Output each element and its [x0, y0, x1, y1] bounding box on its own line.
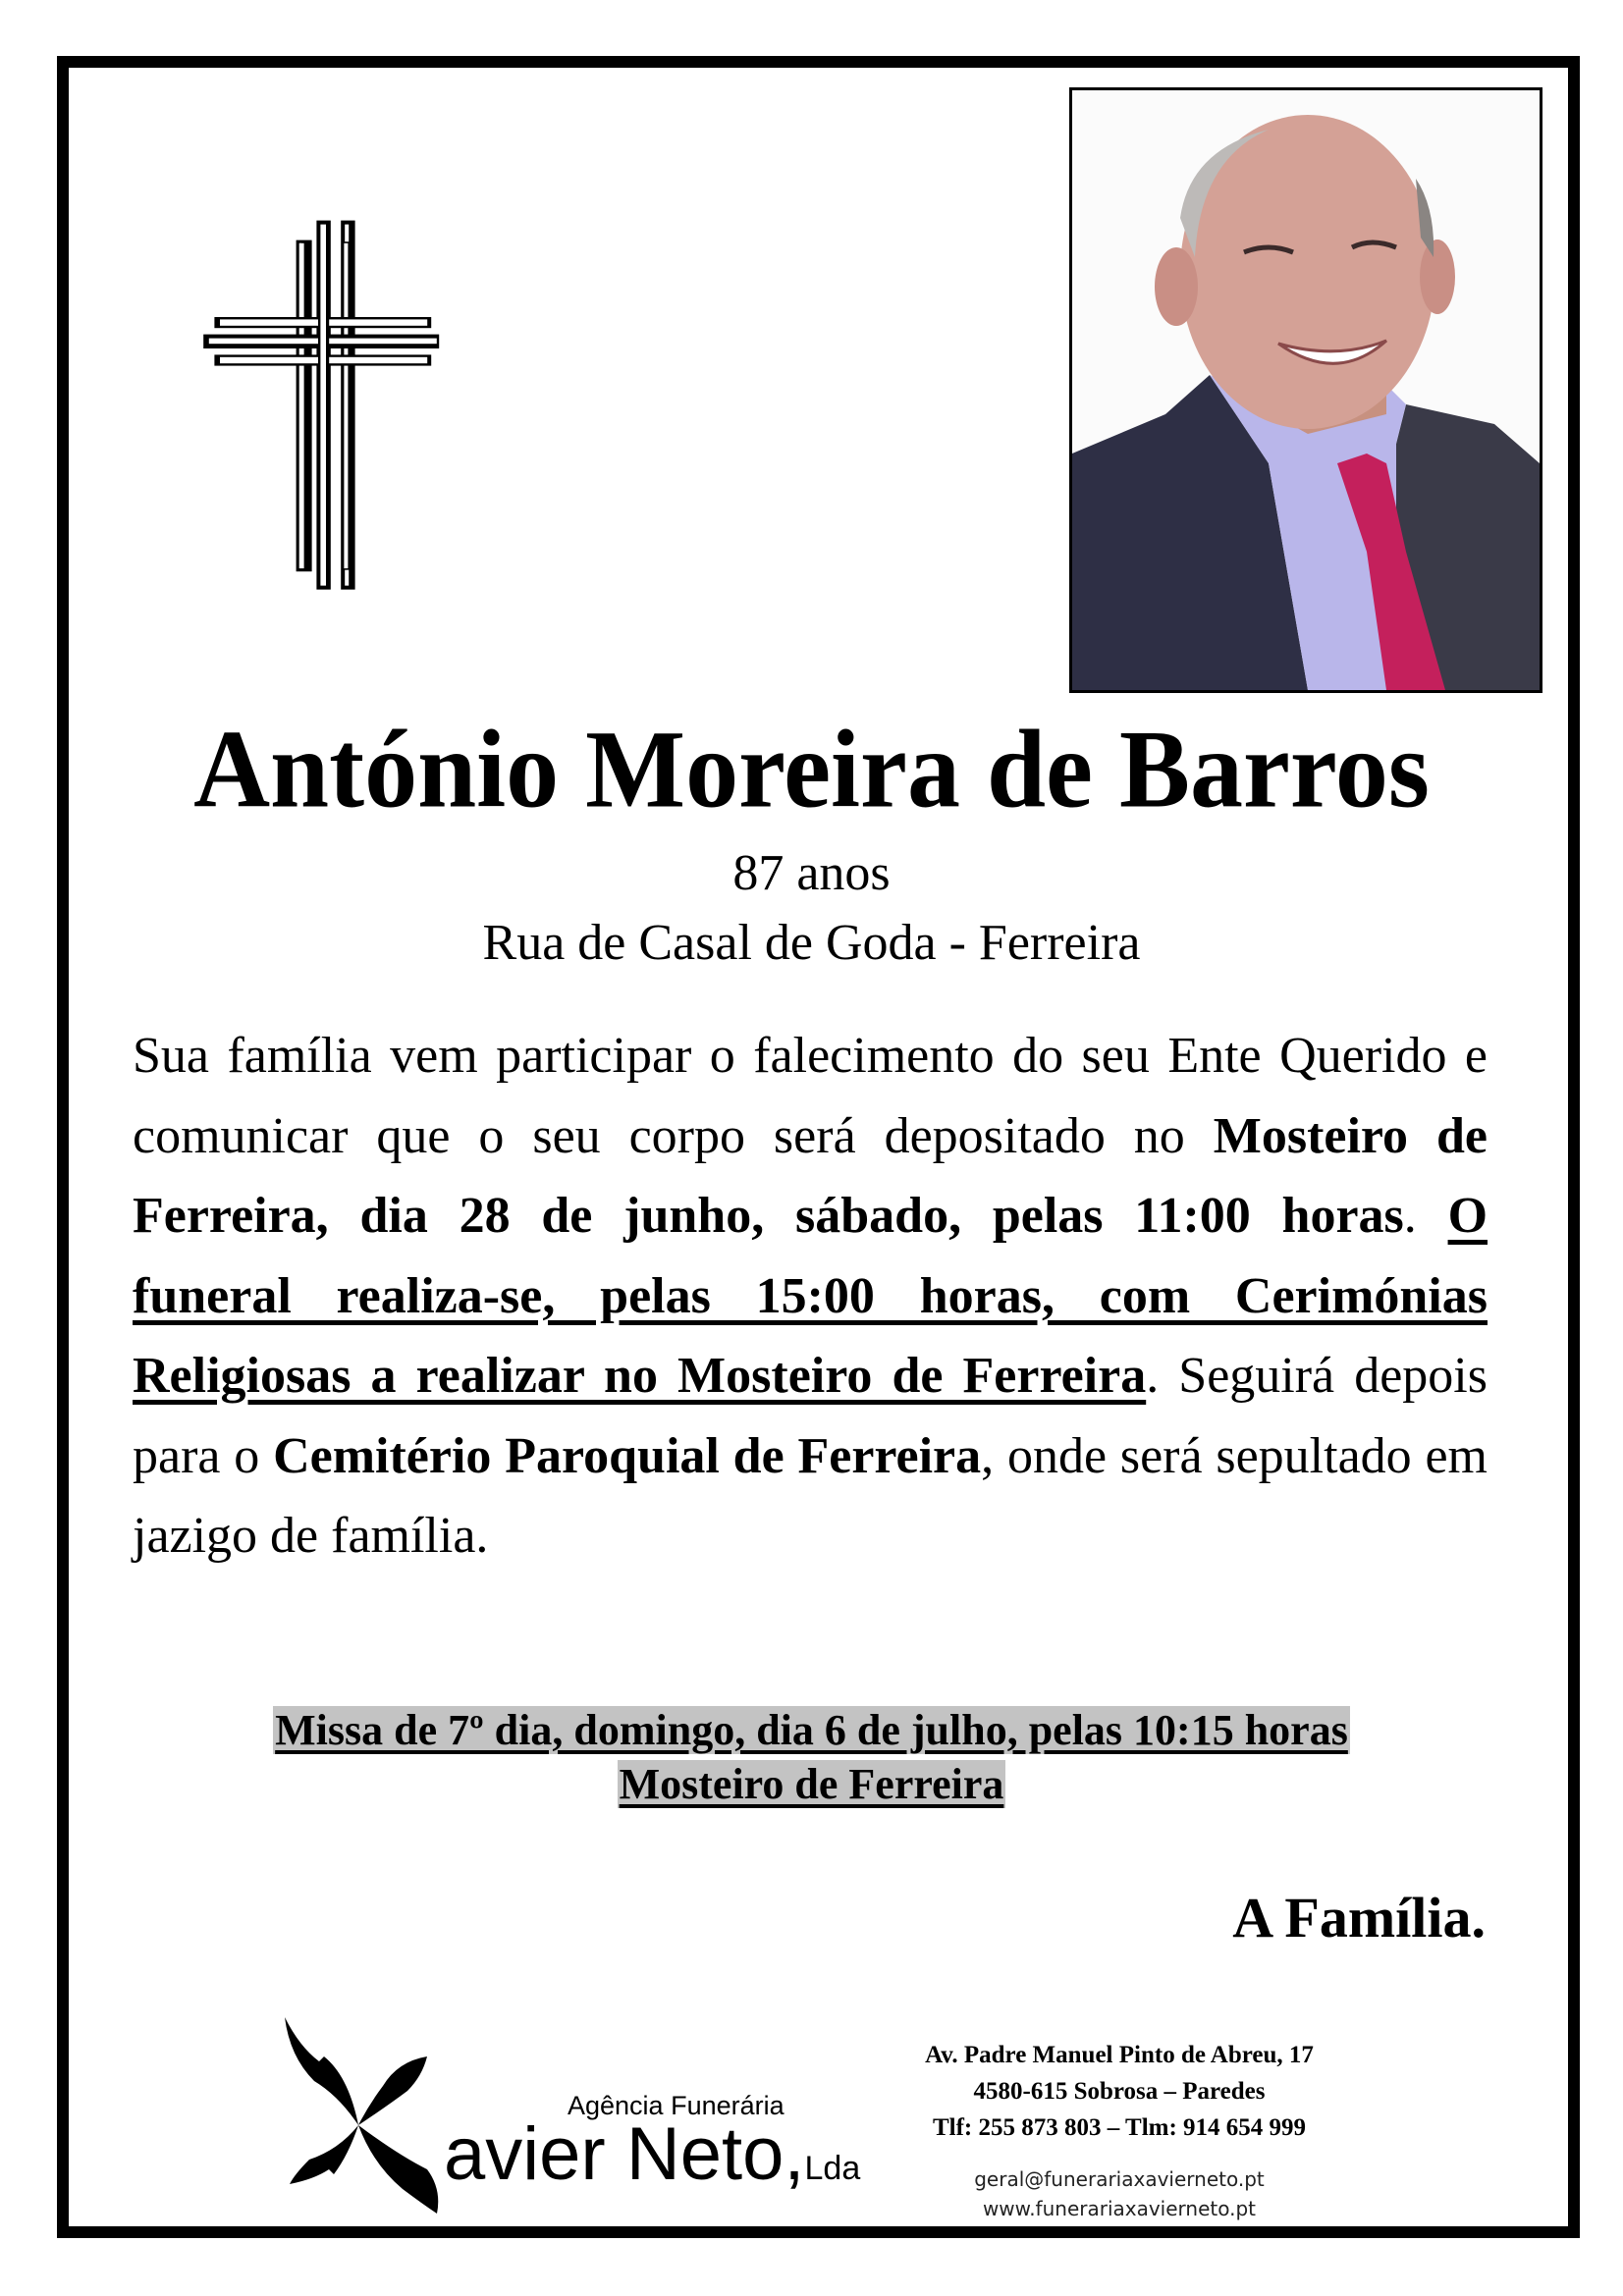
agency-label: Agência Funerária: [568, 2091, 784, 2120]
funeral-details: O funeral realiza-se, pelas 15:00 horas, com Cerimónias Religiosas a realizar no Mosteiro de Ferreira: [133, 1188, 1488, 1404]
announcement-part: Sua família vem participar o falecimento do seu Ente Querido e comunicar que o seu corpo será depositado no: [133, 1028, 1488, 1164]
mass-line-1: Missa de 7º dia, domingo, dia 6 de julho, pelas 10:15 horas: [275, 1706, 1348, 1754]
deceased-name: António Moreira de Barros: [193, 709, 1430, 831]
announcement-part: , onde será sepultado em jazigo de família.: [133, 1427, 1488, 1564]
agency-contact: [864, 2037, 1375, 2146]
cross-icon: [177, 162, 491, 692]
agency-suffix: Lda: [804, 2150, 861, 2187]
agency-website[interactable]: www.funerariaxavierneto.pt: [982, 2197, 1257, 2220]
announcement-part: .: [1403, 1188, 1448, 1244]
agency-email[interactable]: geral@funerariaxavierneto.pt: [974, 2167, 1265, 2191]
agency-address-line-1: Av. Padre Manuel Pinto de Abreu, 17: [925, 2042, 1314, 2068]
deceased-age: 87 anos: [732, 845, 891, 901]
announcement-text: [133, 1016, 1488, 1576]
mass-line-2: Mosteiro de Ferreira: [619, 1760, 1004, 1808]
signature: A Família.: [1232, 1886, 1486, 1949]
agency-name-text: avier Neto,: [444, 2112, 805, 2196]
mass-notice: [0, 1703, 1623, 1811]
agency-address-line-2: 4580-615 Sobrosa – Paredes: [973, 2078, 1266, 2105]
deceased-address: Rua de Casal de Goda - Ferreira: [482, 915, 1141, 971]
agency-phones: Tlf: 255 873 803 – Tlm: 914 654 999: [932, 2114, 1307, 2141]
cemetery-name: Cemitério Paroquial de Ferreira: [273, 1427, 982, 1484]
agency-name: [444, 2110, 860, 2213]
deposit-details: Mosteiro de Ferreira, dia 28 de junho, sábado, pelas 11:00 horas: [133, 1107, 1488, 1244]
portrait-photo: [1069, 87, 1542, 693]
announcement-part: . Seguirá depois para o: [133, 1348, 1488, 1484]
x-logo-icon: [280, 2017, 447, 2214]
agency-web: [864, 2164, 1375, 2223]
